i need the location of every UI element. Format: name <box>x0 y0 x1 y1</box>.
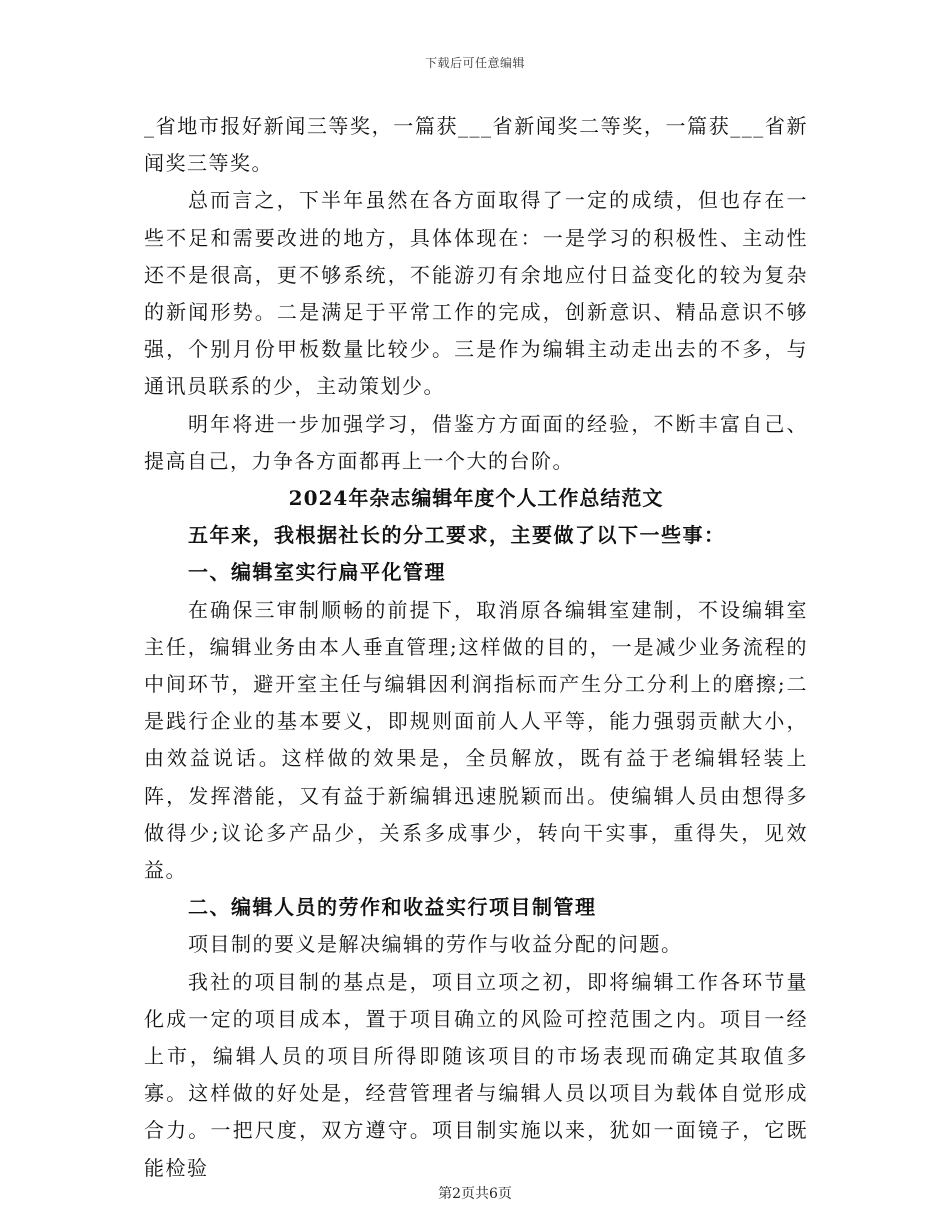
paragraph-next-year-plan: 明年将进一步加强学习，借鉴方方面面的经验，不断丰富自己、提高自己，力争各方面都再上一个大的台阶。 <box>144 411 808 473</box>
paragraph-project-purpose: 项目制的要义是解决编辑的劳作与收益分配的问题。 <box>188 932 683 957</box>
document-body <box>144 108 808 1187</box>
page-header: 下载后可任意编辑 <box>424 56 525 70</box>
paragraph-award-continuation: _省地市报好新闻三等奖，一篇获___省新闻奖二等奖，一篇获___省新闻奖三等奖。 <box>144 114 808 176</box>
section-title: 2024年杂志编辑年度个人工作总结范文 <box>288 486 664 511</box>
paragraph-project-basis: 我社的项目制的基点是，项目立项之初，即将编辑工作各环节量化成一定的项目成本，置于项目确立的风险可控范围之内。项目一经上市，编辑人员的项目所得即随该项目的市场表现而确定其取值多寡。这样做的好处是，经营管理者与编辑人员以项目为载体自觉形成合力。一把尺度，双方遵守。项目制实施以来，犹如一面镜子，它既能检验 <box>144 969 808 1180</box>
paragraph-flat-management: 在确保三审制顺畅的前提下，取消原各编辑室建制，不设编辑室主任，编辑业务由本人垂直管理;这样做的目的，一是减少业务流程的中间环节，避开室主任与编辑因利润指标而产生分工分利上的磨擦;二是践行企业的基本要义，即规则面前人人平等，能力强弱贡献大小，由效益说话。这样做的效果是，全员解放，既有益于老编辑轻装上阵，发挥潜能，又有益于新编辑迅速脱颖而出。使编辑人员由想得多做得少;议论多产品少，关系多成事少，转向干实事，重得失，见效益。 <box>144 597 808 883</box>
heading-project-system: 二、编辑人员的劳作和收益实行项目制管理 <box>188 895 597 920</box>
paragraph-intro-bold: 五年来，我根据社长的分工要求，主要做了以下一些事： <box>188 523 726 548</box>
heading-flat-management: 一、编辑室实行扁平化管理 <box>188 560 446 585</box>
page-footer: 第2页共6页 <box>438 1186 512 1202</box>
paragraph-summary-shortcomings: 总而言之，下半年虽然在各方面取得了一定的成绩，但也存在一些不足和需要改进的地方，具体体现在：一是学习的积极性、主动性还不是很高，更不够系统，不能游刃有余地应付日益变化的较为复杂的新闻形势。二是满足于平常工作的完成，创新意识、精品意识不够强，个别月份甲板数量比较少。三是作为编辑主动走出去的不多，与通讯员联系的少，主动策划少。 <box>144 188 808 399</box>
